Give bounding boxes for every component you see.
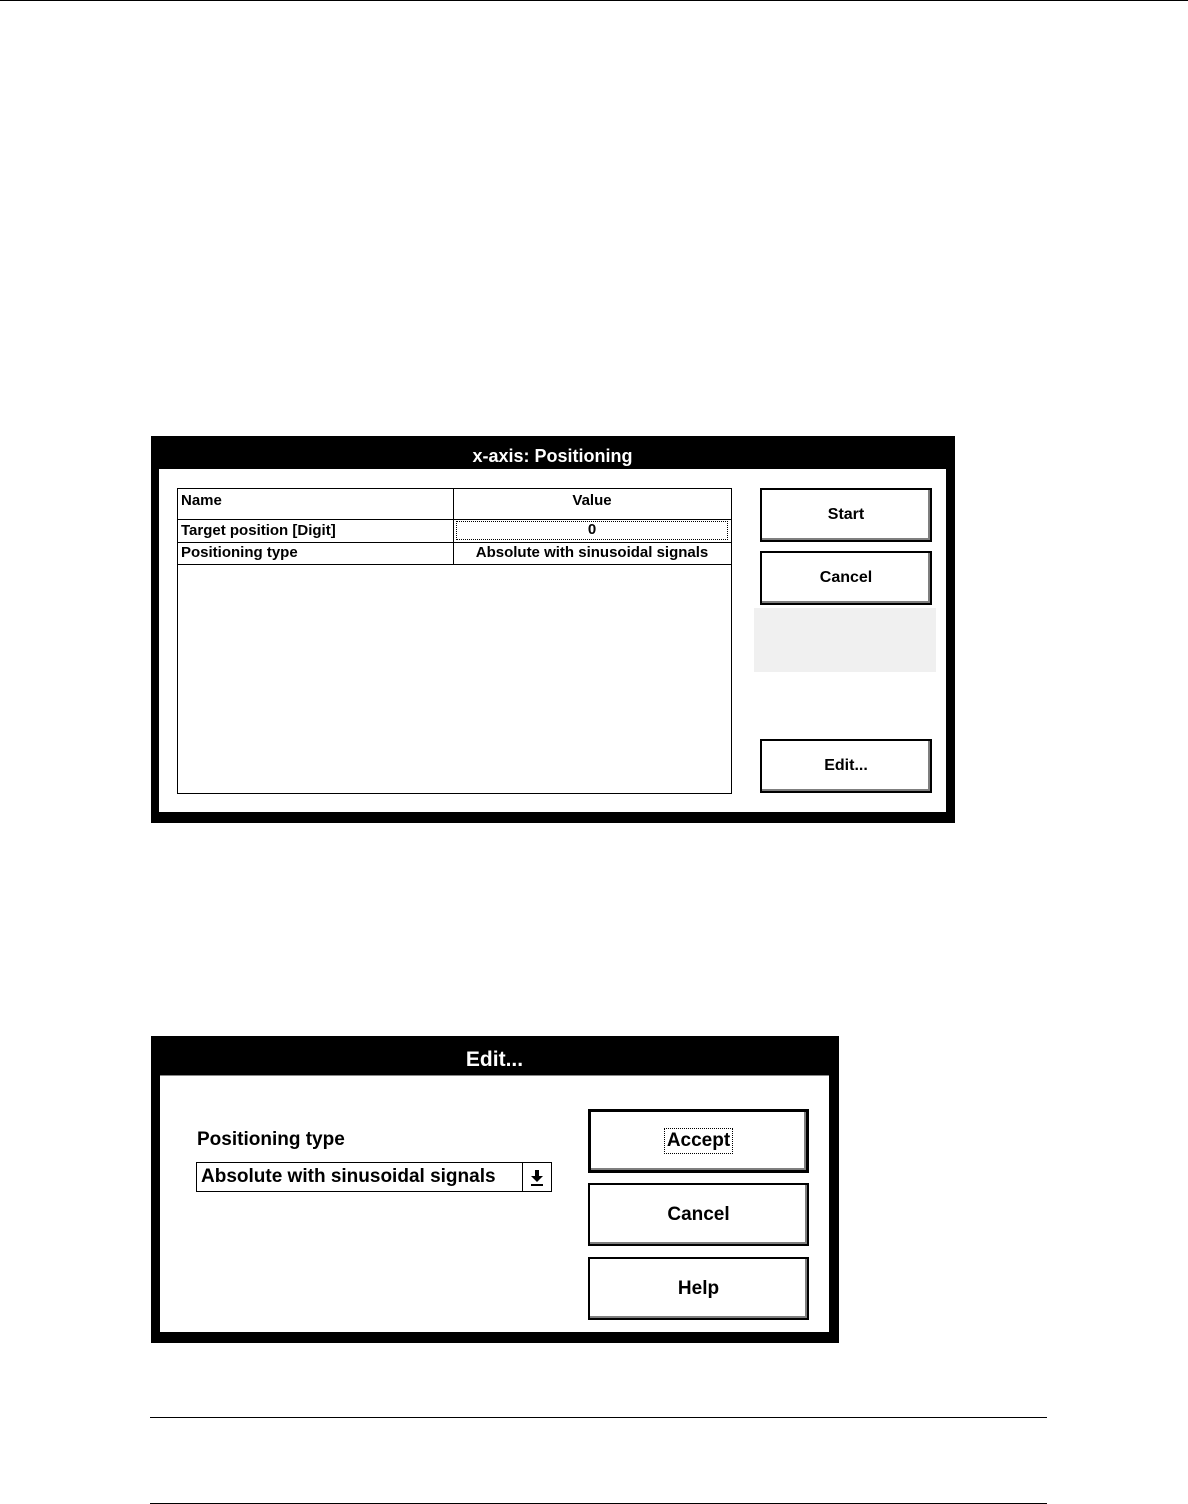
edit-button[interactable]: Edit... <box>760 739 932 793</box>
row-name-cell: Target position [Digit] <box>181 522 336 539</box>
table-row[interactable] <box>178 543 731 564</box>
table-divider <box>178 564 731 565</box>
disabled-button-placeholder <box>754 608 936 672</box>
table-header-value: Value <box>572 492 612 509</box>
edit-dialog-frame <box>158 1042 831 1334</box>
cancel-button[interactable]: Cancel <box>760 551 932 605</box>
table-row[interactable] <box>178 520 731 542</box>
accept-button-label: Accept <box>666 1130 731 1151</box>
positioning-type-label: Positioning type <box>197 1129 345 1150</box>
dropdown-button[interactable] <box>522 1163 551 1191</box>
start-button[interactable]: Start <box>760 488 932 542</box>
help-button[interactable]: Help <box>588 1257 809 1320</box>
cancel-button[interactable]: Cancel <box>588 1183 809 1246</box>
row-name-cell: Positioning type <box>181 544 298 561</box>
positioning-dialog-frame <box>157 441 948 814</box>
accept-button[interactable] <box>588 1109 809 1173</box>
positioning-type-select[interactable] <box>196 1162 552 1192</box>
row-value-cell-selected[interactable]: 0 <box>455 520 729 541</box>
positioning-dialog-title: x-axis: Positioning <box>159 443 946 469</box>
row-value-cell[interactable]: Absolute with sinusoidal signals <box>475 544 709 561</box>
parameter-table <box>177 488 732 794</box>
page-top-rule <box>0 0 1188 1</box>
edit-dialog <box>151 1036 839 1343</box>
select-value: Absolute with sinusoidal signals <box>201 1166 496 1187</box>
table-header-name: Name <box>181 492 222 509</box>
edit-dialog-title: Edit... <box>160 1044 829 1076</box>
positioning-dialog <box>151 436 955 823</box>
down-arrow-bar-icon <box>523 1163 551 1191</box>
footer-rule-top <box>150 1417 1047 1418</box>
